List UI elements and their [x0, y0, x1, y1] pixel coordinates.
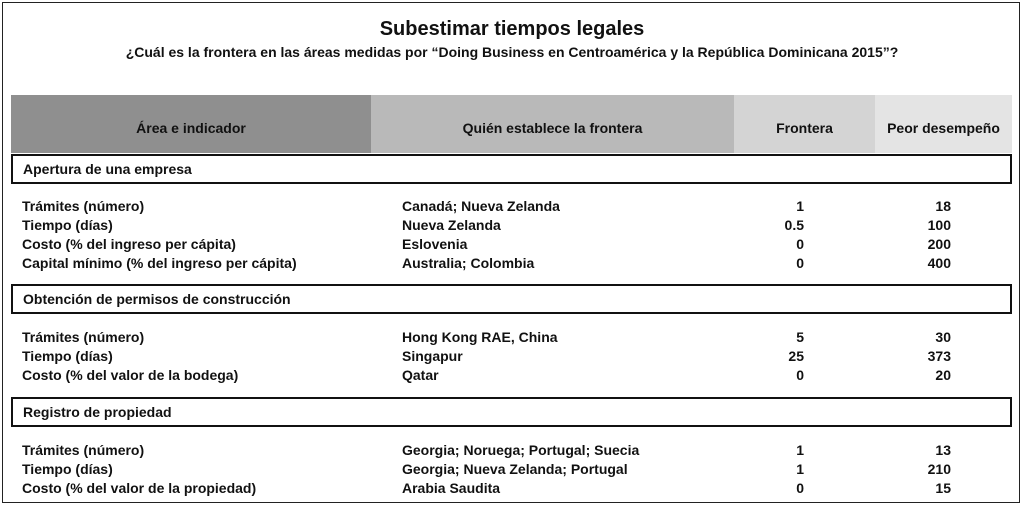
- cell-worst: 100: [927, 217, 951, 233]
- cell-indicator: Trámites (número): [22, 198, 145, 214]
- cell-frontier: 0: [796, 236, 804, 252]
- cell-indicator: Tiempo (días): [22, 348, 113, 364]
- cell-worst: 200: [927, 236, 951, 252]
- table-row: [0, 441, 1024, 460]
- cell-frontier: 0: [796, 367, 804, 383]
- cell-worst: 18: [935, 198, 951, 214]
- section-header-construction-permits: Obtención de permisos de construcción: [11, 284, 1012, 314]
- cell-frontier: 25: [788, 348, 804, 364]
- cell-indicator: Costo (% del valor de la bodega): [22, 367, 239, 383]
- cell-who: Georgia; Noruega; Portugal; Suecia: [402, 442, 640, 458]
- cell-who: Australia; Colombia: [402, 255, 535, 271]
- cell-who: Canadá; Nueva Zelanda: [402, 198, 560, 214]
- header-frontier: Frontera: [734, 95, 875, 153]
- cell-frontier: 1: [796, 461, 804, 477]
- cell-indicator: Capital mínimo (% del ingreso per cápita): [22, 255, 297, 271]
- table-row: [0, 366, 1024, 385]
- table-header: [11, 95, 1012, 153]
- cell-indicator: Trámites (número): [22, 329, 145, 345]
- section-header-business-start: Apertura de una empresa: [11, 154, 1012, 184]
- figure-subtitle: ¿Cuál es la frontera en las áreas medidas por “Doing Business en Centroamérica y la República Dominicana 2015”?: [125, 44, 899, 60]
- cell-worst: 400: [927, 255, 951, 271]
- cell-who: Singapur: [402, 348, 463, 364]
- table-row: [0, 216, 1024, 235]
- cell-who: Qatar: [402, 367, 439, 383]
- table-row: [0, 460, 1024, 479]
- cell-worst: 30: [935, 329, 951, 345]
- cell-frontier: 5: [796, 329, 804, 345]
- cell-who: Nueva Zelanda: [402, 217, 501, 233]
- table-row: [0, 235, 1024, 254]
- cell-worst: 20: [935, 367, 951, 383]
- cell-indicator: Tiempo (días): [22, 217, 113, 233]
- cell-frontier: 0: [796, 255, 804, 271]
- section-header-property-registration: Registro de propiedad: [11, 397, 1012, 427]
- cell-worst: 210: [927, 461, 951, 477]
- cell-indicator: Trámites (número): [22, 442, 145, 458]
- header-worst-performance: Peor desempeño: [875, 95, 1012, 153]
- cell-worst: 15: [935, 480, 951, 496]
- table-row: [0, 347, 1024, 366]
- header-area-indicator: Área e indicador: [11, 95, 371, 153]
- figure-title: Subestimar tiempos legales: [379, 18, 645, 40]
- cell-worst: 13: [935, 442, 951, 458]
- cell-worst: 373: [927, 348, 951, 364]
- cell-who: Georgia; Nueva Zelanda; Portugal: [402, 461, 628, 477]
- cell-indicator: Tiempo (días): [22, 461, 113, 477]
- cell-frontier: 0.5: [784, 217, 804, 233]
- cell-who: Hong Kong RAE, China: [402, 329, 558, 345]
- cell-frontier: 1: [796, 198, 804, 214]
- table-row: [0, 254, 1024, 273]
- table-row: [0, 479, 1024, 498]
- cell-frontier: 0: [796, 480, 804, 496]
- table-row: [0, 197, 1024, 216]
- cell-who: Eslovenia: [402, 236, 468, 252]
- header-who-sets-frontier: Quién establece la frontera: [371, 95, 734, 153]
- cell-indicator: Costo (% del valor de la propiedad): [22, 480, 257, 496]
- cell-frontier: 1: [796, 442, 804, 458]
- cell-who: Arabia Saudita: [402, 480, 501, 496]
- cell-indicator: Costo (% del ingreso per cápita): [22, 236, 236, 252]
- table-row: [0, 328, 1024, 347]
